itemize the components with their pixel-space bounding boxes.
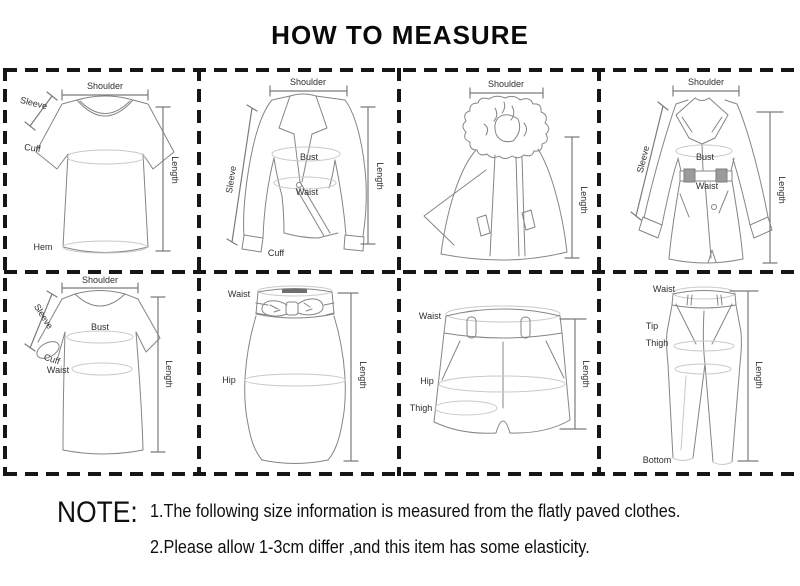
label-waist: Waist [295,187,319,197]
label-waist: Waist [46,365,70,375]
label-sleeve: Sleeve [634,144,652,174]
label-waist: Waist [695,181,719,191]
panel-t-shirt [0,70,200,272]
label-waist: Waist [652,284,676,294]
panel-trench-coat [600,70,800,272]
panel-fur-hooded-coat [400,70,600,272]
labels [488,79,589,214]
label-bust: Bust [299,152,319,162]
label-sleeve: Sleeve [19,94,49,112]
panel-dress [0,272,200,474]
measure-lines [25,90,170,251]
measure-lines [338,293,358,461]
note-heading: NOTE: [57,496,138,529]
label-waist: Waist [227,289,251,299]
label-length: Length [581,360,591,388]
label-cuff: Cuff [23,141,42,155]
note-text [150,501,680,558]
page-title: HOW TO MEASURE [271,20,529,50]
shorts-diagram [400,272,600,474]
t-shirt-diagram [0,70,200,272]
label-cuff: Cuff [42,351,62,367]
panel-skirt [200,272,400,474]
label-tip: Tip [645,321,659,331]
label-sleeve: Sleeve [223,165,239,194]
label-length: Length [754,361,764,389]
blazer-drawing [242,94,366,252]
label-length: Length [170,156,180,184]
label-length: Length [777,176,787,204]
label-bottom: Bottom [642,455,672,465]
note-line-2: 2.Please allow 1-3cm differ ,and this item has some elasticity. [150,537,590,557]
panel-shorts [400,272,600,474]
fur-coat-diagram [400,70,600,272]
panel-pants [600,272,800,474]
label-shoulder: Shoulder [289,77,327,87]
label-length: Length [164,360,174,388]
fur-coat-drawing [424,96,567,260]
note-line-1: 1.The following size information is measured from the flatly paved clothes. [150,501,681,521]
label-sleeve: Sleeve [32,302,56,331]
labels [32,275,174,388]
skirt-diagram [200,272,400,474]
label-hem: Hem [33,242,53,252]
label-bust: Bust [695,152,715,162]
panel-blazer [200,70,400,272]
label-waist: Waist [418,311,442,321]
label-shoulder: Shoulder [86,81,124,91]
label-thigh: Thigh [645,338,669,348]
label-shoulder: Shoulder [487,79,525,89]
label-length: Length [579,186,589,214]
labels [224,77,385,258]
pants-diagram [600,272,800,474]
shorts-drawing [434,306,570,433]
label-thigh: Thigh [409,403,433,413]
blazer-diagram [200,70,400,272]
label-shoulder: Shoulder [81,275,119,285]
t-shirt-drawing [36,96,174,253]
label-hip: Hip [222,375,236,385]
label-hip: Hip [420,376,434,386]
dress-diagram [0,272,200,474]
pants-drawing [667,287,742,465]
label-length: Length [358,361,368,389]
label-shoulder: Shoulder [687,77,725,87]
label-cuff: Cuff [267,248,285,258]
skirt-drawing [245,286,346,464]
label-bust: Bust [90,322,110,332]
trench-coat-diagram [600,70,800,272]
label-length: Length [375,162,385,190]
